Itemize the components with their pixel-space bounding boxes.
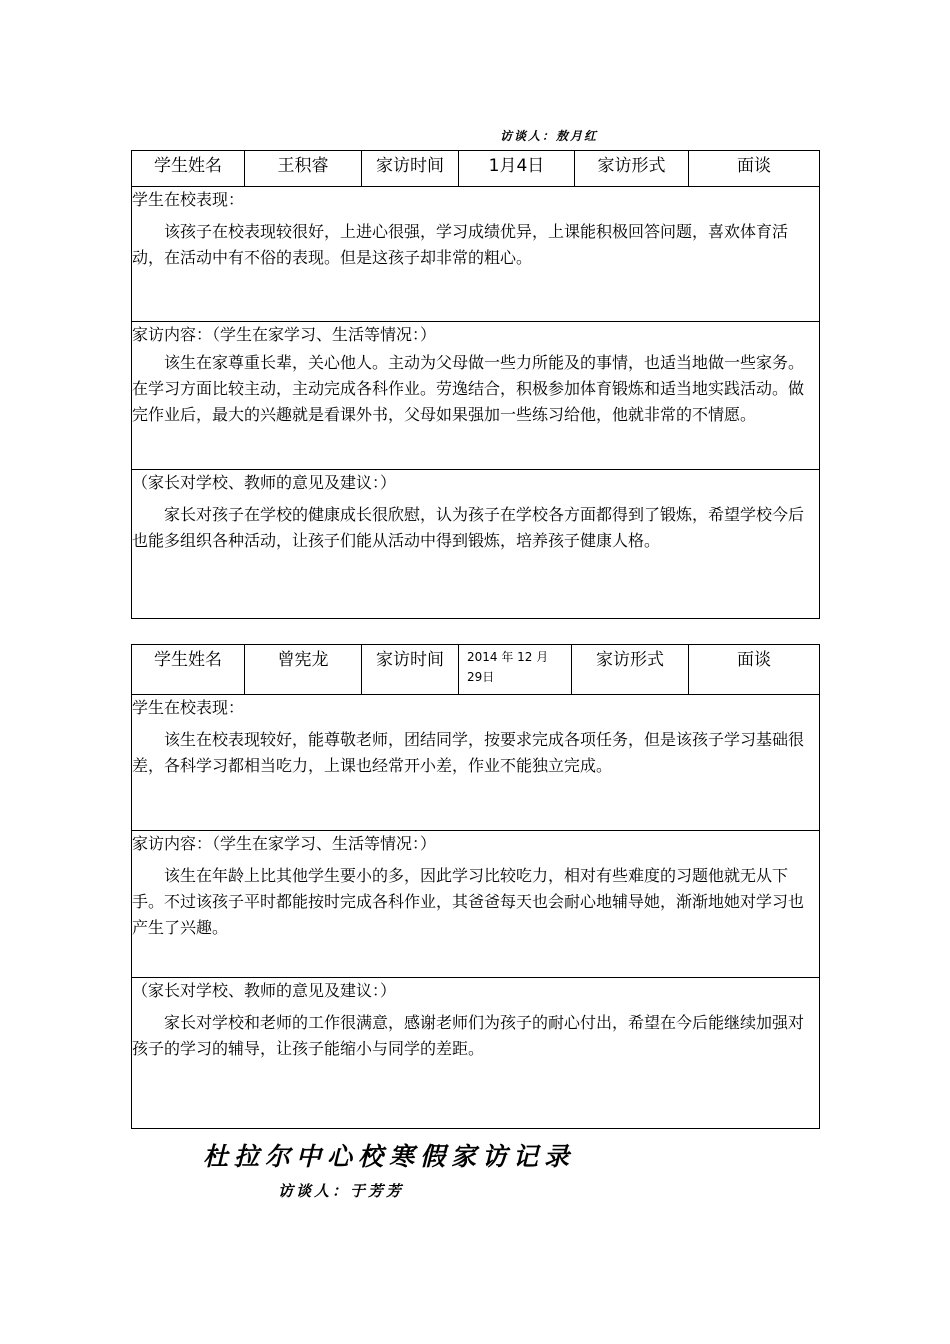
home-visit-section	[132, 831, 820, 978]
student-name: 王积睿	[245, 151, 362, 187]
home-visit-label: 家访内容：（学生在家学习、生活等情况：）	[132, 325, 437, 344]
home-visit-text: 该生在家尊重长辈，关心他人。主动为父母做一些力所能及的事情，也适当地做一些家务。在学习方面比较主动，主动完成各科作业。劳逸结合，积极参加体育锻炼和适当地实践活动。做完作业后，最大的兴趣就是看课外书，父母如果强加一些练习给他，他就非常的不情愿。	[132, 353, 805, 424]
visit-time: 1月4日	[459, 151, 575, 187]
school-performance-text: 该孩子在校表现较很好，上进心很强，学习成绩优异，上课能积极回答问题，喜欢体育活动，在活动中有不俗的表现。但是这孩子却非常的粗心。	[132, 222, 789, 267]
home-visit-section	[132, 322, 820, 470]
visit-record-table	[131, 150, 820, 619]
form-label: 家访形式	[572, 645, 689, 695]
parent-opinion-label: （家长对学校、教师的意见及建议：）	[132, 473, 397, 492]
parent-opinion-section	[132, 978, 820, 1129]
time-label: 家访时间	[362, 151, 459, 187]
form-label: 家访形式	[575, 151, 689, 187]
interviewer-header: 访谈人：敖月红	[500, 129, 599, 143]
footer-title: 杜拉尔中心校寒假家访记录	[203, 1142, 576, 1171]
visit-form: 面谈	[689, 151, 820, 187]
student-name: 曾宪龙	[245, 645, 362, 695]
parent-opinion-section	[132, 470, 820, 619]
home-visit-text: 该生在年龄上比其他学生要小的多，因此学习比较吃力，相对有些难度的习题他就无从下手。不过该孩子平时都能按时完成各科作业，其爸爸每天也会耐心地辅导她，渐渐地她对学习也产生了兴趣。	[132, 866, 805, 937]
time-label: 家访时间	[362, 645, 459, 695]
name-label: 学生姓名	[132, 151, 245, 187]
school-performance-section	[132, 695, 820, 831]
visit-form: 面谈	[689, 645, 820, 695]
school-performance-text: 该生在校表现较好，能尊敬老师，团结同学，按要求完成各项任务，但是该孩子学习基础很差，各科学习都相当吃力，上课也经常开小差，作业不能独立完成。	[132, 730, 805, 775]
school-performance-label: 学生在校表现：	[132, 698, 245, 717]
school-performance-section	[132, 187, 820, 322]
home-visit-label: 家访内容：（学生在家学习、生活等情况：）	[132, 834, 437, 853]
parent-opinion-text: 家长对学校和老师的工作很满意，感谢老师们为孩子的耐心付出，希望在今后能继续加强对孩子的学习的辅导，让孩子能缩小与同学的差距。	[132, 1013, 805, 1058]
parent-opinion-label: （家长对学校、教师的意见及建议：）	[132, 981, 397, 1000]
footer-interviewer: 访谈人：于芳芳	[278, 1182, 405, 1200]
school-performance-label: 学生在校表现：	[132, 190, 245, 209]
parent-opinion-text: 家长对孩子在学校的健康成长很欣慰，认为孩子在学校各方面都得到了锻炼，希望学校今后也能多组织各种活动，让孩子们能从活动中得到锻炼，培养孩子健康人格。	[132, 505, 805, 550]
name-label: 学生姓名	[132, 645, 245, 695]
visit-time: 2014 年 12 月 29日	[459, 645, 572, 695]
visit-record-table	[131, 644, 820, 1129]
